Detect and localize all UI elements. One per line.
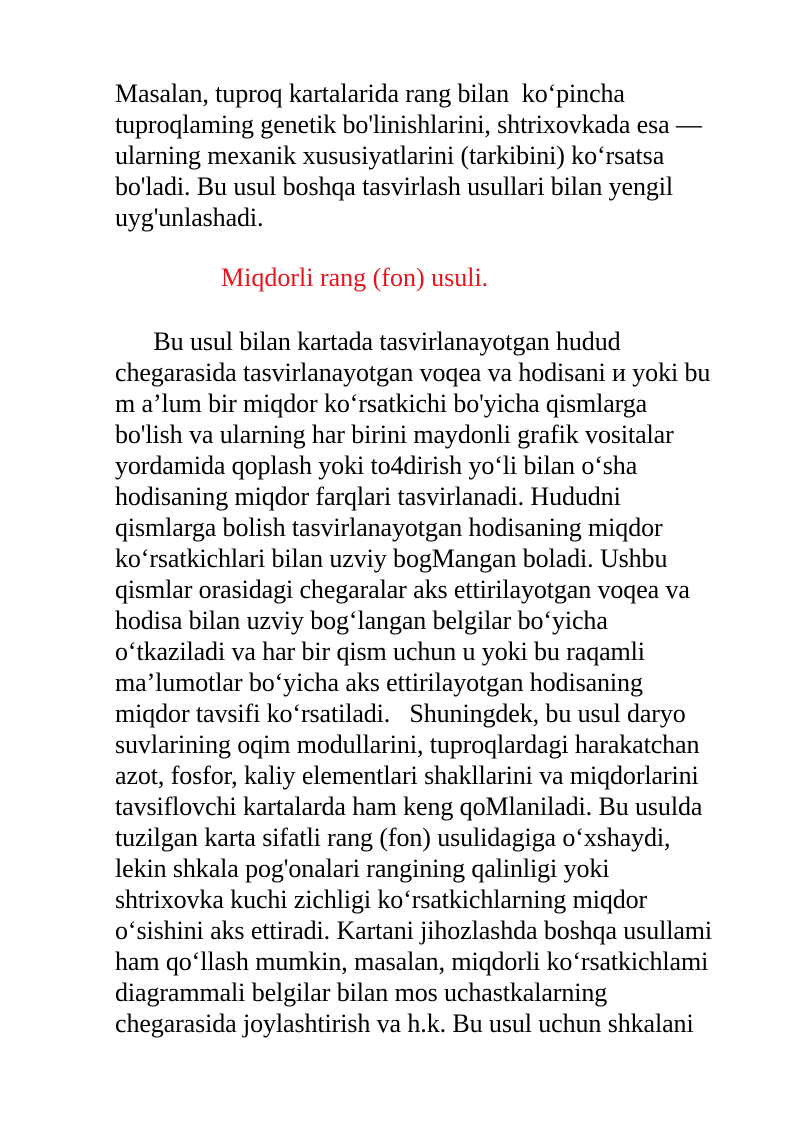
text-line: o‘tkaziladi va har bir qism uchun u yoki bu raqamli xyxy=(115,637,645,666)
text-line: ko‘rsatkichlari bilan uzviy bogMangan boladi. Ushbu xyxy=(115,544,668,573)
text-line: ma’lumotlar bo‘yicha aks ettirilayotgan hodisaning xyxy=(115,668,643,697)
text-line: azot, fosfor, kaliy elementlari shakllarini va miqdorlarini xyxy=(115,761,699,790)
text-line: tavsiflovchi kartalarda ham keng qoMlaniladi. Bu usulda xyxy=(115,792,703,821)
text-line: qismlar orasidagi chegaralar aks ettirilayotgan voqea va xyxy=(115,575,690,604)
text-line: tuproqlaming genetik bo'linishlarini, shtrixovkada esa — xyxy=(115,110,702,139)
text-line: lekin shkala pog'onalari rangining qalinligi yoki xyxy=(115,854,610,883)
text-line: tuzilgan karta sifatli rang (fon) usulidagiga o‘xshaydi, xyxy=(115,823,671,852)
text-line: suvlarining oqim modullarini, tuproqlardagi harakatchan xyxy=(115,730,700,759)
text-line: o‘sishini aks ettiradi. Kartani jihozlashda boshqa usullami xyxy=(115,916,713,945)
text-line: miqdor tavsifi ko‘rsatiladi. Shuningdek, bu usul daryo xyxy=(115,699,686,728)
text-line: ham qo‘llash mumkin, masalan, miqdorli ko‘rsatkichlami xyxy=(115,947,709,976)
text-line: yordamida qoplash yoki to4dirish yo‘li bilan o‘sha xyxy=(115,451,638,480)
text-line: Masalan, tuproq kartalarida rang bilan ko‘pincha xyxy=(115,79,625,108)
text-line: diagrammali belgilar bilan mos uchastkalarning xyxy=(115,978,608,1007)
text-line: qismlarga bolish tasvirlanayotgan hodisaning miqdor xyxy=(115,513,663,542)
section-heading: Miqdorli rang (fon) usuli. xyxy=(221,263,489,292)
text-line: Bu usul bilan kartada tasvirlanayotgan hudud xyxy=(115,327,621,356)
text-line: chegarasida tasvirlanayotgan voqea va hodisani и yoki bu xyxy=(115,358,711,387)
text-line: shtrixovka kuchi zichligi ko‘rsatkichlarning miqdor xyxy=(115,885,648,914)
text-line: chegarasida joylashtirish va h.k. Bu usul uchun shkalani xyxy=(115,1009,694,1038)
text-line: uyg'unlashadi. xyxy=(115,203,264,232)
text-line: m a’lum bir miqdor ko‘rsatkichi bo'yicha qismlarga xyxy=(115,389,648,418)
text-line: bo'lish va ularning har birini maydonli grafik vositalar xyxy=(115,420,674,449)
text-line: ularning mexanik xususiyatlarini (tarkibini) ko‘rsatsa xyxy=(115,141,665,170)
text-line: hodisaning miqdor farqlari tasvirlanadi. Hududni xyxy=(115,482,621,511)
text-line: bo'ladi. Bu usul boshqa tasvirlash usullari bilan yengil xyxy=(115,172,674,201)
text-line: hodisa bilan uzviy bog‘langan belgilar bo‘yicha xyxy=(115,606,608,635)
